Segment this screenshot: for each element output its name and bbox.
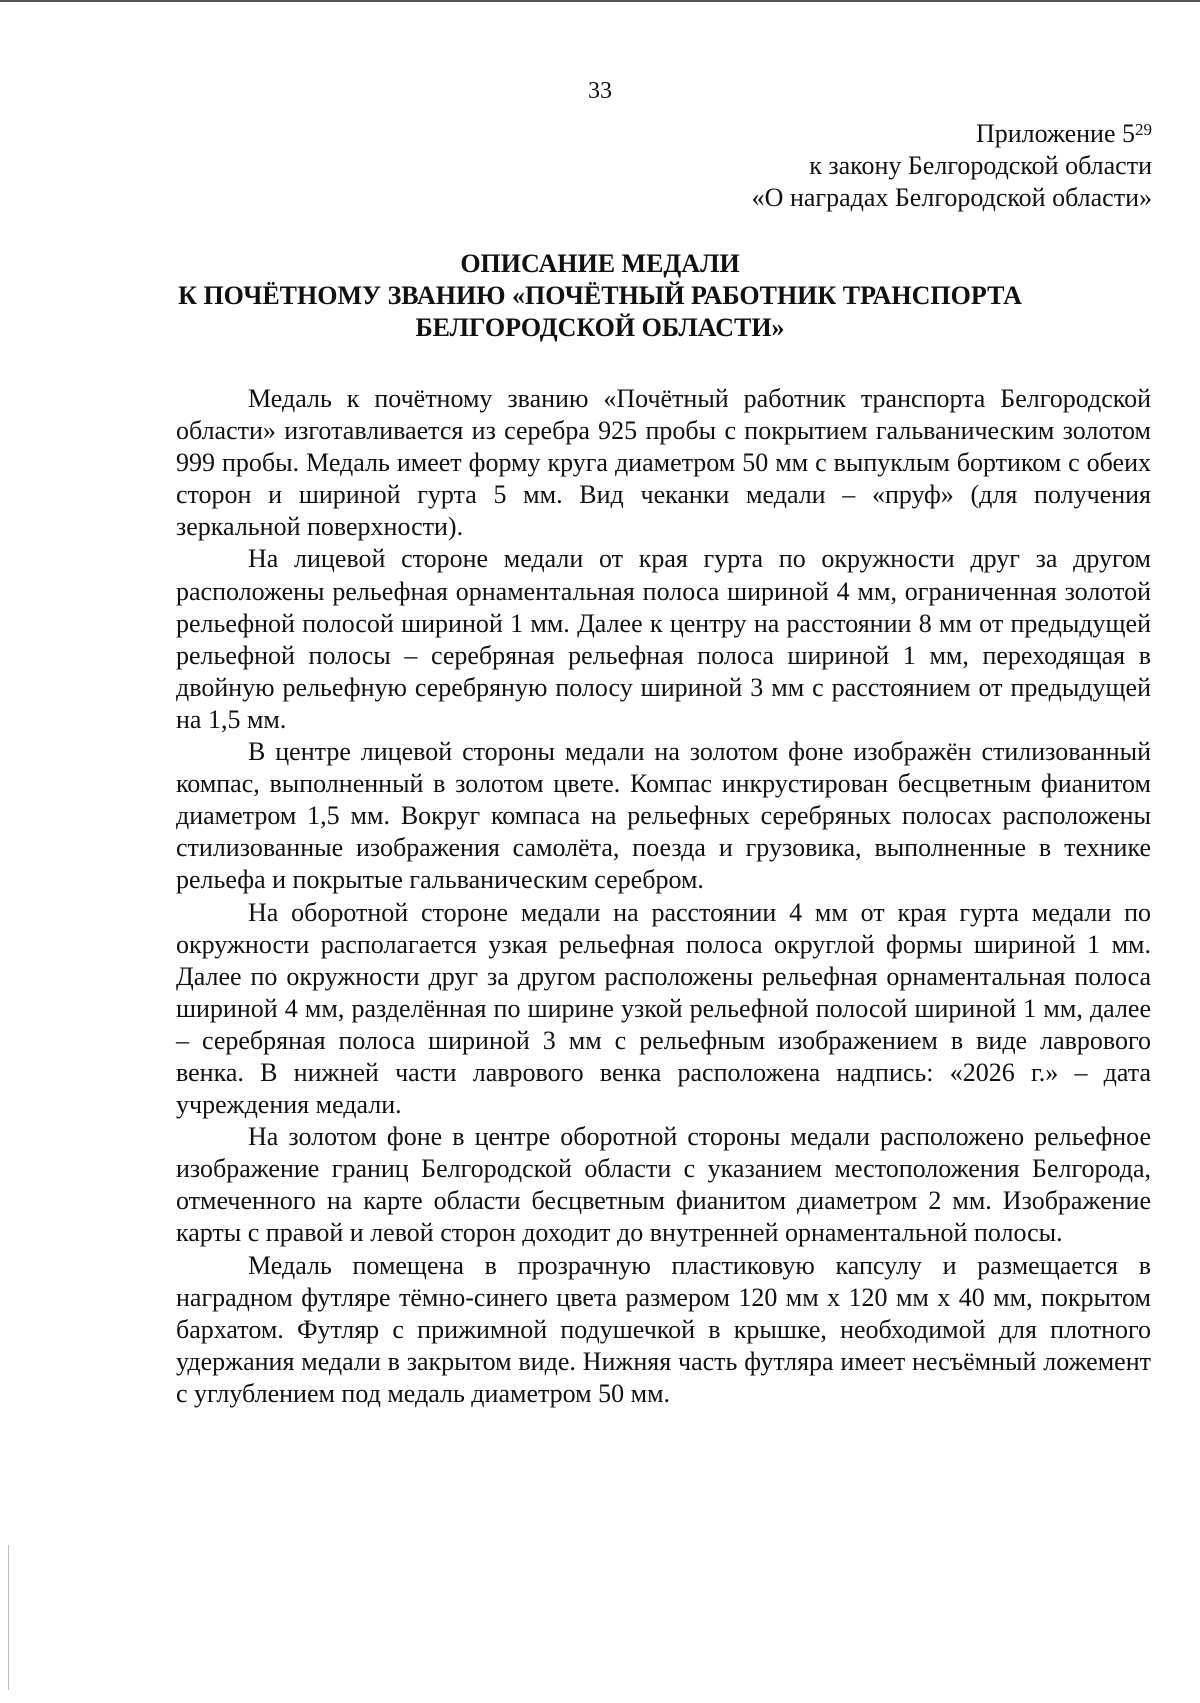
paragraph-obverse-center: В центре лицевой стороны медали на золотом фоне изображён стилизованный компас, выполненный в золотом цвете. Компас инкрустирован бесцветным фианитом диаметром 1,5 мм. Вокруг компаса на рельефных серебряных полосах расположены стилизованные изображения самолёта, поезда и грузовика, выполненные в технике рельефа и покрытые гальваническим серебром. (176, 737, 1151, 895)
page-number: 33 (588, 78, 612, 104)
paragraph-medal-material: Медаль к почётному званию «Почётный работник транспорта Белгородской области» изготавливается из серебра 925 пробы с покрытием гальваническим золотом 999 пробы. Медаль имеет форму круга диаметром 50 мм с выпуклым бортиком с обеих сторон и шириной гурта 5 мм. Вид чеканки медали – «пруф» (для получения зеркальной поверхности). (176, 384, 1151, 542)
title-line-3: БЕЛГОРОДСКОЙ ОБЛАСТИ» (415, 313, 785, 342)
scan-edge-mark (8, 1545, 9, 1690)
title-line-1: ОПИСАНИЕ МЕДАЛИ (460, 249, 740, 278)
annex-law-reference: к закону Белгородской области (809, 151, 1152, 180)
document-title (150, 248, 1050, 344)
top-border-line (0, 0, 1200, 2)
annex-title (752, 118, 1152, 150)
document-body (176, 383, 1151, 1410)
annex-law-name: «О наградах Белгородской области» (751, 183, 1152, 212)
paragraph-reverse-bands: На оборотной стороне медали на расстоянии 4 мм от края гурта медали по окружности располагается узкая рельефная полоса округлой формы шириной 1 мм. Далее по окружности друг за другом расположены рельефная орнаментальная полоса шириной 4 мм, разделённая по ширине узкой рельефной полосой шириной 1 мм, далее – серебряная полоса шириной 3 мм с рельефным изображением в виде лаврового венка. В нижней части лаврового венка расположена надпись: «2026 г.» – дата учреждения медали. (176, 897, 1151, 1120)
paragraph-case: Медаль помещена в прозрачную пластиковую капсулу и размещается в наградном футляре тёмно-синего цвета размером 120 мм х 120 мм х 40 мм, покрытом бархатом. Футляр с прижимной подушечкой в крышке, необходимой для плотного удержания медали в закрытом виде. Нижняя часть футляра имеет несъёмный ложемент с углублением под медаль диаметром 50 мм. (176, 1250, 1151, 1408)
paragraph-obverse-bands: На лицевой стороне медали от края гурта по окружности друг за другом расположены рельефная орнаментальная полоса шириной 4 мм, ограниченная золотой рельефной полосой шириной 1 мм. Далее к центру на расстоянии 8 мм от предыдущей рельефной полосы – серебряная рельефная полоса шириной 1 мм, переходящая в двойную рельефную серебряную полосу шириной 3 мм с расстоянием от предыдущей на 1,5 мм. (176, 544, 1151, 734)
title-line-2: К ПОЧЁТНОМУ ЗВАНИЮ «ПОЧЁТНЫЙ РАБОТНИК ТРАНСПОРТА (178, 281, 1022, 310)
annex-number-superscript: 29 (1135, 120, 1152, 139)
annex-header (752, 118, 1152, 214)
annex-title-text: Приложение 5 (975, 119, 1135, 148)
paragraph-reverse-center: На золотом фоне в центре оборотной стороны медали расположено рельефное изображение границ Белгородской области с указанием местоположения Белгорода, отмеченного на карте области бесцветным фианитом диаметром 2 мм. Изображение карты с правой и левой сторон доходит до внутренней орнаментальной полосы. (176, 1122, 1151, 1248)
